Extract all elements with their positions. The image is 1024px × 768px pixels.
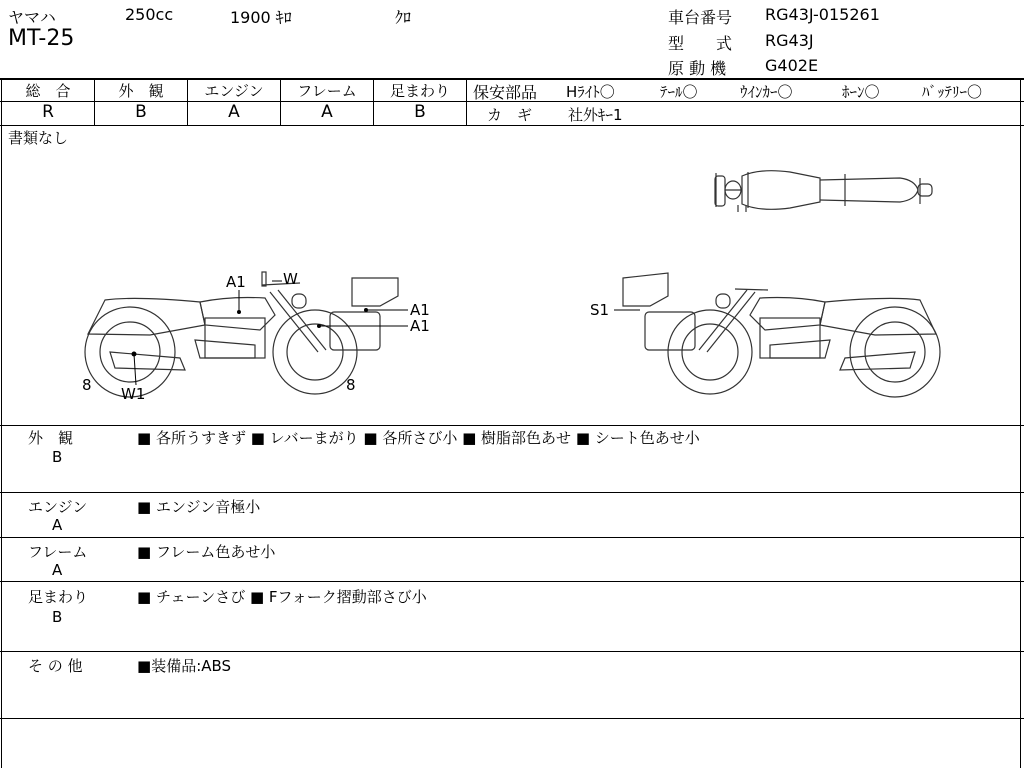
- safety-item-battery: ﾊﾞｯﾃﾘｰ〇: [922, 83, 983, 101]
- engine-label: 原 動 機: [668, 59, 727, 78]
- mark-fork-a1: A1: [410, 317, 430, 335]
- remark-grade: B: [52, 448, 63, 466]
- type-value: RG43J: [765, 31, 814, 50]
- grade-value-exterior: B: [135, 102, 147, 122]
- mark-cowl-a1: A1: [410, 301, 430, 319]
- safety-item-horn: ﾎｰﾝ〇: [842, 83, 880, 101]
- grade-value-frame: A: [321, 102, 333, 122]
- safety-label: 保安部品: [473, 83, 538, 102]
- frame-no: RG43J-015261: [765, 5, 880, 24]
- grade-label-exterior: 外 観: [118, 82, 164, 100]
- grade-label-frame: フレーム: [297, 82, 357, 100]
- grade-label-engine: エンジン: [204, 82, 264, 100]
- key-label: カ ギ: [487, 106, 533, 124]
- displacement: 250cc: [125, 5, 174, 24]
- documents-note: 書類なし: [8, 129, 69, 147]
- type-label: 型 式: [668, 34, 733, 53]
- mark-tank-a1: A1: [226, 273, 246, 291]
- mark-rear-tire: 8: [82, 376, 92, 394]
- remark-text: ■ チェーンさび ■ Fフォーク摺動部さび小: [137, 586, 427, 607]
- grade-value-suspension: B: [414, 102, 426, 122]
- remark-grade: B: [52, 608, 63, 626]
- remark-text: ■ 装備品:ABS: [137, 655, 231, 676]
- remark-label: そ の 他: [28, 657, 83, 675]
- grade-value-engine: A: [228, 102, 240, 122]
- grade-label-overall: 総 合: [25, 82, 71, 100]
- remark-label: 足まわり: [28, 588, 89, 606]
- model-name: MT-25: [8, 26, 75, 51]
- remark-label: エンジン: [28, 498, 88, 516]
- safety-item-tail: ﾃｰﾙ〇: [660, 83, 698, 101]
- mark-muffler-w1: W1: [121, 385, 146, 403]
- color: ｸﾛ: [395, 8, 412, 27]
- key-value: 社外ｷｰ1: [568, 106, 623, 124]
- bike-right-view: [623, 273, 940, 397]
- grade-value-overall: R: [42, 102, 54, 122]
- remark-label: 外 観: [28, 429, 74, 447]
- remark-grade: A: [52, 561, 63, 579]
- grade-label-suspension: 足まわり: [389, 82, 450, 100]
- mark-cowl-s1: S1: [590, 301, 610, 319]
- safety-item-winker: ｳｲﾝｶｰ〇: [740, 83, 793, 101]
- engine-value: G402E: [765, 56, 819, 75]
- remark-text: ■ エンジン音極小: [137, 496, 260, 517]
- frame-no-label: 車台番号: [668, 8, 733, 27]
- maker: ヤマハ: [8, 8, 56, 27]
- remark-text: ■ 各所うすきず ■ レバーまがり ■ 各所さび小 ■ 樹脂部色あせ ■ シート色あせ小: [137, 427, 700, 448]
- mark-mirror-w: W: [283, 270, 298, 288]
- mileage: 1900 ｷﾛ: [230, 8, 292, 27]
- remark-text: ■ フレーム色あせ小: [137, 541, 275, 562]
- bike-top-view: [715, 171, 932, 212]
- remark-label: フレーム: [28, 543, 88, 561]
- mark-front-tire: 8: [346, 376, 356, 394]
- remark-grade: A: [52, 516, 63, 534]
- safety-item-headlight: Hﾗｲﾄ〇: [566, 83, 615, 101]
